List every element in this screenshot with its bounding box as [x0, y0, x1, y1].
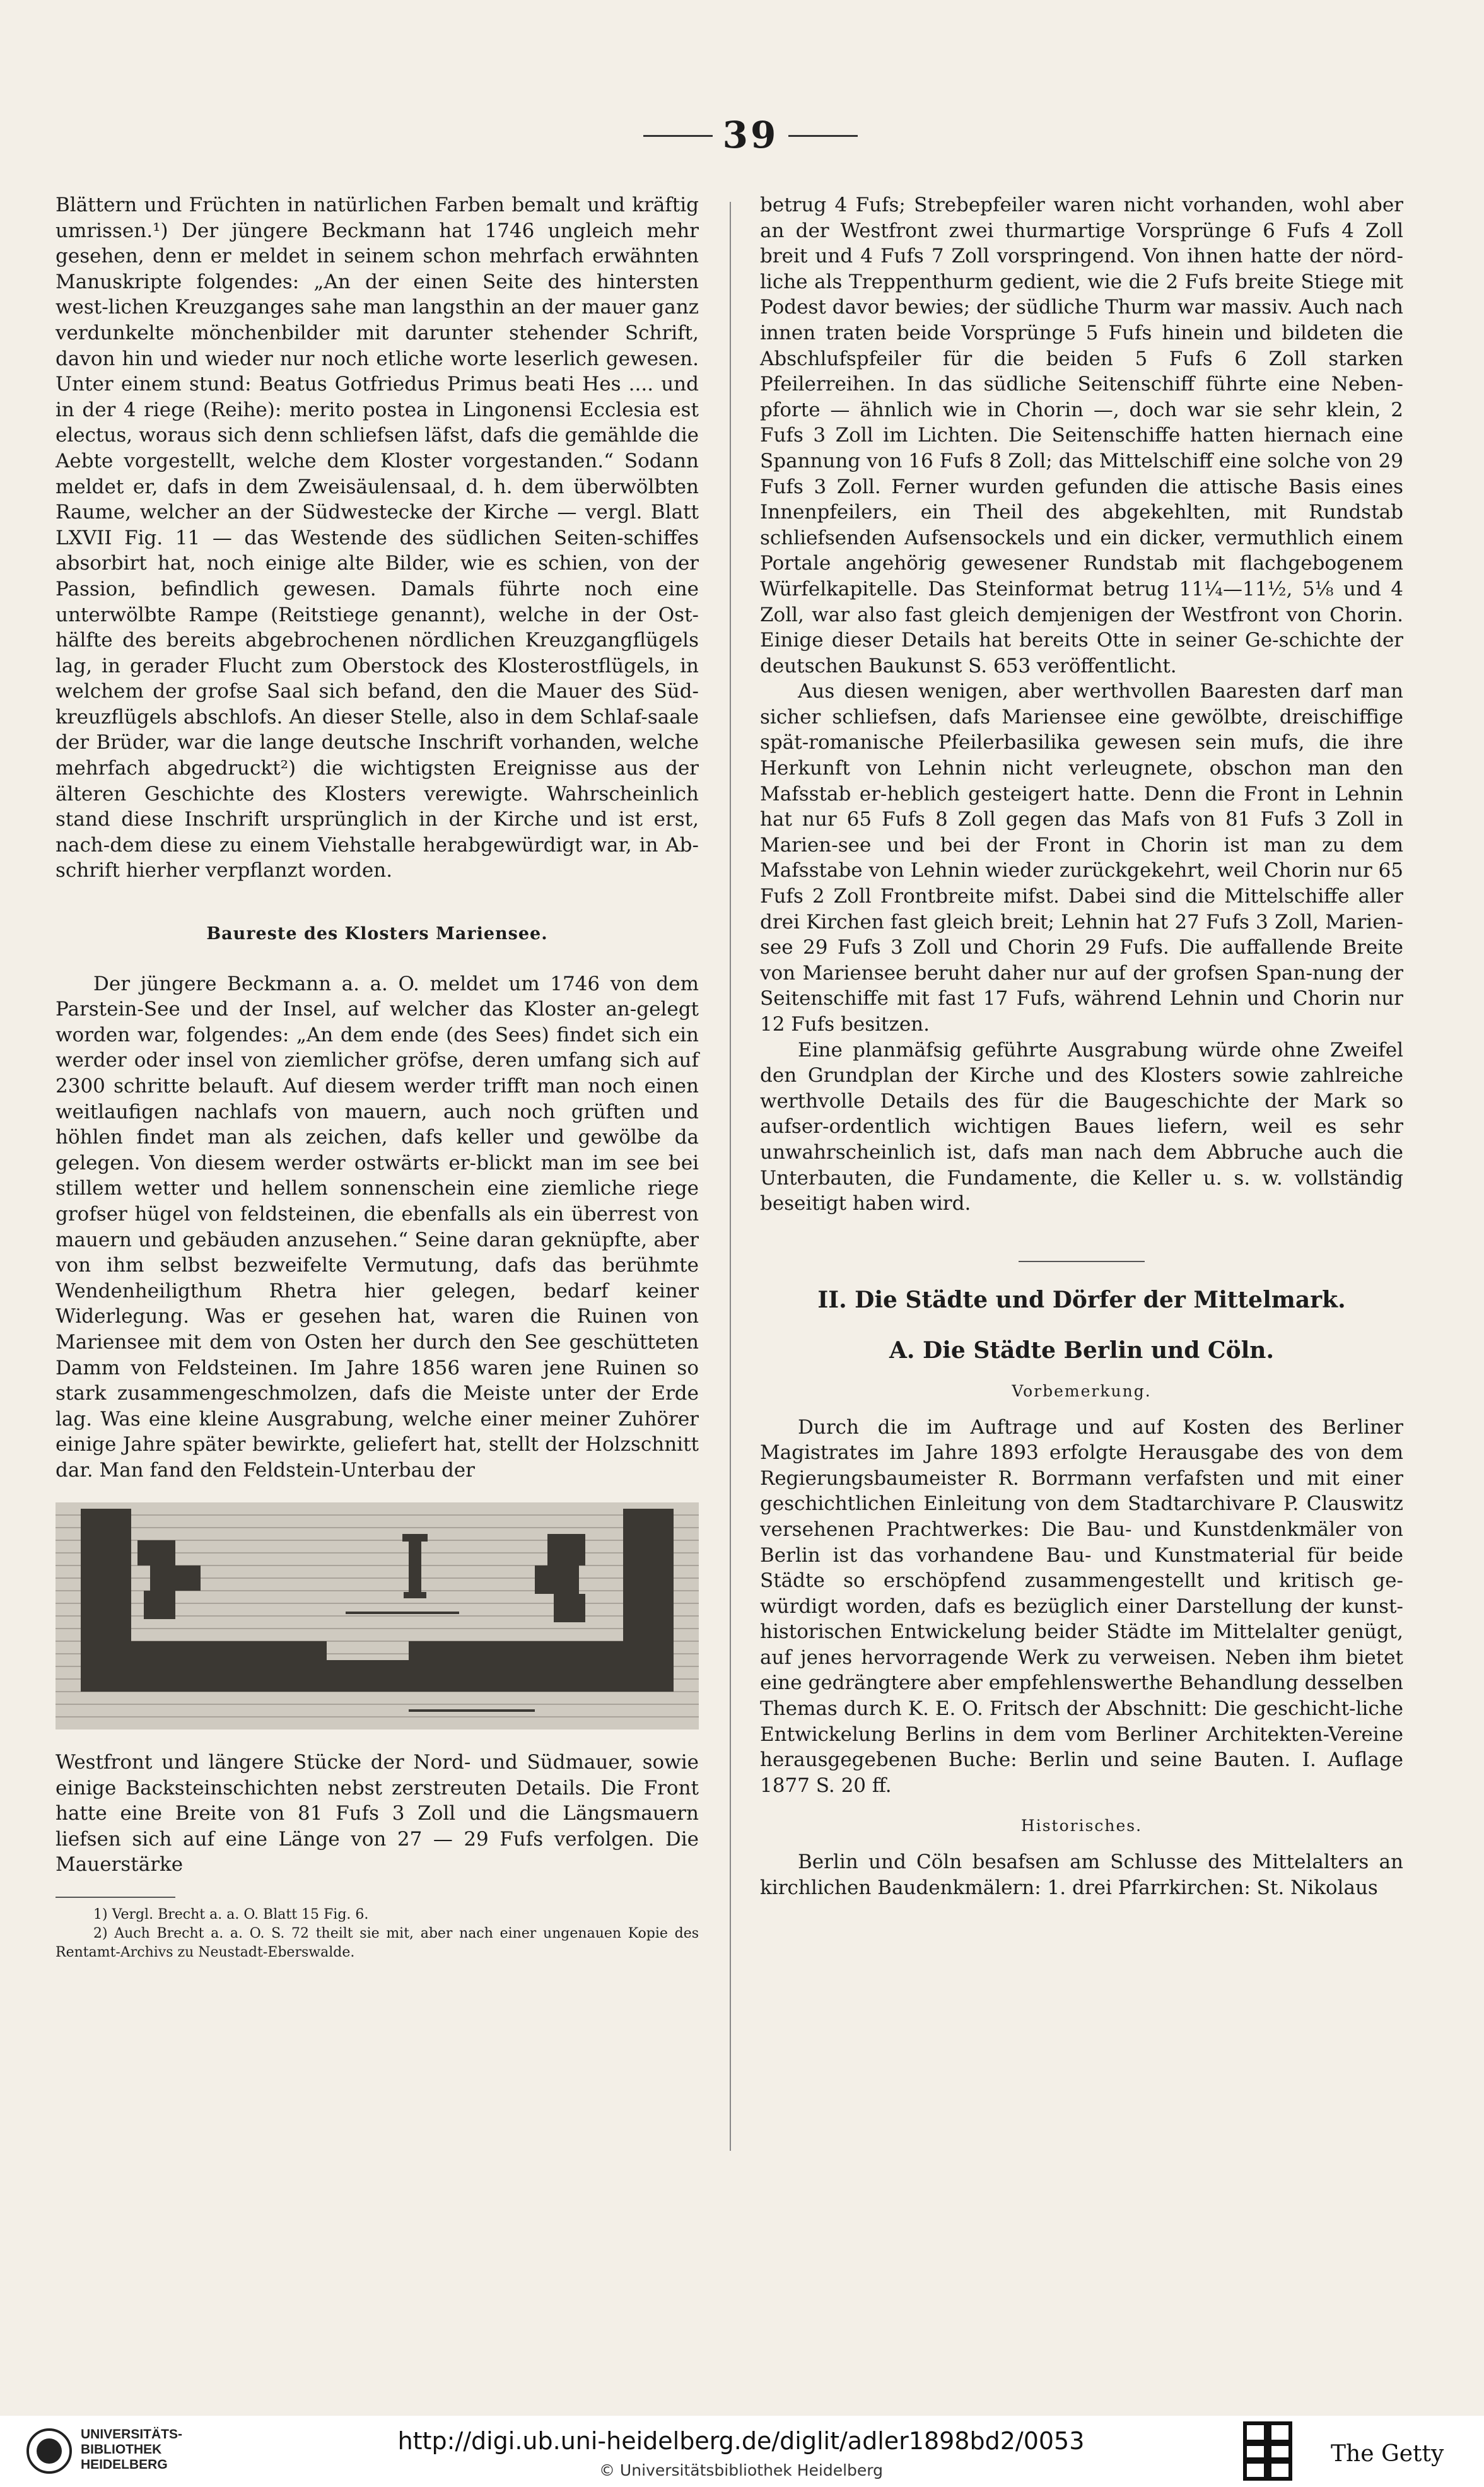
- library-line-3: HEIDELBERG: [81, 2457, 168, 2472]
- column-capital: [402, 1534, 428, 1542]
- footnote-2: 2) Auch Brecht a. a. O. S. 72 theilt sie mit, aber nach einer ungenauen Kopie des Rentamt-Archivs zu Neustadt-Eberswalde.: [56, 1926, 699, 1961]
- page-number: 39: [631, 114, 870, 156]
- section-separator: [1019, 1261, 1145, 1262]
- left-paragraph-1: Blättern und Früchten in natürlichen Farben bemalt und kräftig umrissen.¹) Der jüngere Beckmann hat 1746 ungleich mehr gesehen, denn er meldet in seinem schon mehrfach erwähnten Manuskripte folgendes: „An der einen Seite des hintersten west-lichen Kreuzganges sahe man langsthin an der mauer ganz verdunkelte mönchenbilder mit darunter stehender Schrift, davon hin und wieder nur noch etliche worte leserlich gewesen. Unter einem stund: Beatus Gotfriedus Primus beati Hes .... und in der 4 riege (Reihe): merito postea in Lingonensi Ecclesia est electus, woraus sich denn schliefsen läfst, dafs die gemählde die Aebte vorgestellt, welche dem Kloster vorgestanden.“ Sodann meldet er, dafs in dem Zweisäulensaal, d. h. dem überwölbten Raume, welcher an der Südwestecke der Kirche — vergl. Blatt LXVII Fig. 11 — das Westende des südlichen Seiten-schiffes absorbirt hat, noch einige alte Bilder, wie es schien, von der Passion, befindlich gewesen. Damals führte noch eine unterwölbte Rampe (Reitstiege genannt), welche in der Ost-hälfte des bereits abgebrochenen nördlichen Kreuzgangflügels lag, in gerader Flucht zum Oberstock des Klosterostflügels, in welchem der grofse Saal sich befand, den die Mauer des Süd-kreuzflügels abschlofs. An dieser Stelle, also in dem Schlaf-saale der Brüder, war die lange deutsche Inschrift vorhanden, welche mehrfach abgedruckt²) die wichtigsten Ereignisse aus der älteren Geschichte des Klosters verewigte. Wahrscheinlich stand diese Inschrift ursprünglich in der Kirche und ist erst, nach-dem diese zu einem Viehstalle herabgewürdigt war, in Ab-schrift hierher verpflanzt worden.: [56, 194, 699, 882]
- wall-fragment-3: [144, 1591, 175, 1619]
- footnote-separator: [56, 1897, 175, 1898]
- wall-fragment-5: [535, 1565, 579, 1594]
- library-line-1: UNIVERSITÄTS-: [81, 2427, 183, 2442]
- left-paragraph-mariensee: Der jüngere Beckmann a. a. O. meldet um 1746 von dem Parstein-See und der Insel, auf welcher das Kloster an-gelegt worden war, folgendes: „An dem ende (des Sees) findet sich ein werder oder insel von ziemlicher gröfse, deren umfang sich auf 2300 schritte belauft. Auf diesem werder trifft man noch einen weitlaufigen nachlafs von mauern, auch noch grüften und höhlen findet man als zeichen, dafs keller und gewölbe da gelegen. Von diesem werder ostwärts er-blickt man im see bei stillem wetter und hellem sonnenschein eine ziemliche riege grofser hügel von feldsteinen, die ebenfalls als ein überrest von mauern und gebäuden anzusehen.“ Seine daran geknüpfte, aber von ihm selbst bezweifelte Vermutung, dafs das berühmte Wendenheiligthum Rhetra hier gelegen, bedarf keiner Widerlegung. Was er gesehen hat, waren die Ruinen von Mariensee mit dem von Osten her durch den See geschütteten Damm von Feldsteinen. Im Jahre 1856 waren jene Ruinen so stark zusammengeschmolzen, dafs die Meiste unter der Erde lag. Was eine kleine Ausgrabung, welche einer meiner Zuhörer einige Jahre später bewirkte, geliefert hat, stellt der Holzschnitt dar. Man fand den Feldstein-Unterbau der: [56, 972, 699, 1482]
- right-column: [760, 192, 1403, 1900]
- wall-fragment-6: [554, 1594, 585, 1622]
- paragraph-vorbemerkung: Durch die im Auftrage und auf Kosten des Berliner Magistrates im Jahre 1893 erfolgte Herausgabe des von dem Regierungsbaumeister R. Borrmann verfafsten und mit einer geschichtlichen Einleitung von dem Stadtarchivare P. Clauswitz versehenen Prachtwerkes: Die Bau- und Kunstdenkmäler von Berlin ist das vorhandene Bau- und Kunstmaterial für beide Städte so erschöpfend zusammengestellt und kritisch ge-würdigt worden, dafs es bezüglich einer Darstellung der kunst-historischen Entwickelung beider Städte im Mittelalter genügt, auf jenes hervorragende Werk zu verweisen. Neben ihm bietet eine gedrängtere aber empfehlenswerthe Behandlung desselben Themas durch K. E. O. Fritsch der Abschnitt: Die geschicht-liche Entwickelung Berlins in dem vom Berliner Architekten-Vereine herausgegebenen Buche: Berlin und seine Bauten. I. Auflage 1877 S. 20 ff.: [760, 1415, 1403, 1797]
- footnote-1: 1) Vergl. Brecht a. a. O. Blatt 15 Fig. 6.: [93, 1907, 369, 1923]
- ground-plan-woodcut-figure: [56, 1502, 699, 1729]
- left-column: [56, 192, 699, 1962]
- wall-fragment-1: [137, 1540, 175, 1565]
- wall-fragment-4: [547, 1534, 585, 1565]
- section-title: II. Die Städte und Dörfer der Mittelmark.: [817, 1286, 1346, 1313]
- paragraph-historisches: Berlin und Cöln besafsen am Schlusse des Mittelalters an kirchlichen Baudenkmälern: 1. drei Pfarrkirchen: St. Nikolaus: [760, 1851, 1403, 1899]
- library-name: [81, 2427, 182, 2472]
- label-vorbemerkung: Vorbemerkung.: [1012, 1381, 1152, 1400]
- section-subtitle: A. Die Städte Berlin und Cöln.: [889, 1337, 1274, 1364]
- left-paragraph-after-figure: Westfront und längere Stücke der Nord- und Südmauer, sowie einige Backsteinschichten nebst zerstreuten Details. Die Front hatte eine Breite von 81 Fufs 3 Zoll und die Längsmauern liefsen sich auf eine Länge von 27 — 29 Fufs verfolgen. Die Mauerstärke: [56, 1751, 699, 1876]
- library-line-2: BIBLIOTHEK: [81, 2442, 162, 2457]
- right-paragraph-3: Eine planmäfsig geführte Ausgrabung würde ohne Zweifel den Grundplan der Kirche und des Klosters sowie zahlreiche werthvolle Details des für die Baugeschichte der Mark so aufser-ordentlich wichtigen Baues liefern, weil es sehr unwahrscheinlich ist, dafs man nach dem Abbruche auch die Unterbauten, die Fundamente, die Keller u. s. w. vollständig beseitigt haben wird.: [760, 1038, 1403, 1215]
- right-paragraph-1: betrug 4 Fufs; Strebepfeiler waren nicht vorhanden, wohl aber an der Westfront zwei thurmartige Vorsprünge 6 Fufs 4 Zoll breit und 4 Fufs 7 Zoll vorspringend. Von ihnen hatte der nörd-liche als Treppenthurm gedient, wie die 2 Fufs breite Stiege mit Podest davor bewies; der südliche Thurm war massiv. Auch nach innen traten beide Vorsprünge 5 Fufs hinein und bildeten die Abschlufspfeiler für die beiden 5 Fufs 6 Zoll starken Pfeilerreihen. In das südliche Seitenschiff führte eine Neben-pforte — ähnlich wie in Chorin —, doch war sie sehr klein, 2 Fufs 3 Zoll im Lichten. Die Seitenschiffe hatten hiernach eine Spannung von 16 Fufs 8 Zoll; das Mittelschiff eine solche von 29 Fufs 3 Zoll. Ferner wurden gefunden die attische Basis eines Innenpfeilers, ein Theil des abgekehlten, mit Rundstab schliefsenden Aufsensockels und ein dicker, vermuthlich einem Portale angehörig gewesener Rundstab mit flachgebogenem Würfelkapitelle. Das Steinformat betrug 11¼—11½, 5⅛ und 4 Zoll, war also fast gleich demjenigen der Westfront von Chorin. Einige dieser Details hat bereits Otte in seiner Ge-schichte der deutschen Baukunst S. 653 veröffentlicht.: [760, 194, 1403, 677]
- viewer-footer: [0, 2416, 1484, 2487]
- subheading-mariensee: Baureste des Klosters Mariensee.: [206, 924, 548, 944]
- right-paragraph-2: Aus diesen wenigen, aber werthvollen Baaresten darf man sicher schliefsen, dafs Mariensee eine gewölbte, dreischiffige spät-romanische Pfeilerbasilika gewesen sein mufs, die ihre Herkunft von Lehnin nicht verleugnete, obschon man den Mafsstab er-heblich gesteigert hatte. Denn die Front in Lehnin hat nur 65 Fufs 8 Zoll gegen das Mafs von 81 Fufs 3 Zoll in Marien-see und bei der Front in Chorin ist man zu dem Mafsstabe von Lehnin wieder zurückgekehrt, weil Chorin nur 65 Fufs 2 Zoll Frontbreite mifst. Dabei sind die Mittelschiffe aller drei Kirchen fast gleich breit; Lehnin hat 27 Fufs 3 Zoll, Marien-see 29 Fufs 3 Zoll und Chorin 29 Fufs. Die auffallende Breite von Mariensee beruht daher nur auf der grofsen Span-nung der Seitenschiffe mit fast 17 Fufs, während Lehnin und Chorin nur 12 Fufs besitzen.: [760, 680, 1403, 1036]
- label-historisches: Historisches.: [1020, 1817, 1143, 1835]
- library-seal-icon: [25, 2426, 73, 2476]
- column-shaft: [409, 1542, 421, 1592]
- getty-label: The Getty: [1331, 2441, 1444, 2467]
- wall-fragment-2: [150, 1565, 201, 1591]
- column-divider: [730, 202, 731, 2151]
- column-base: [404, 1592, 426, 1598]
- copyright-notice: © Universitätsbibliothek Heidelberg: [599, 2461, 883, 2479]
- getty-logo-icon: [1242, 2421, 1293, 2481]
- source-url-link[interactable]: http://digi.ub.uni-heidelberg.de/diglit/adler1898bd2/0053: [397, 2427, 1085, 2455]
